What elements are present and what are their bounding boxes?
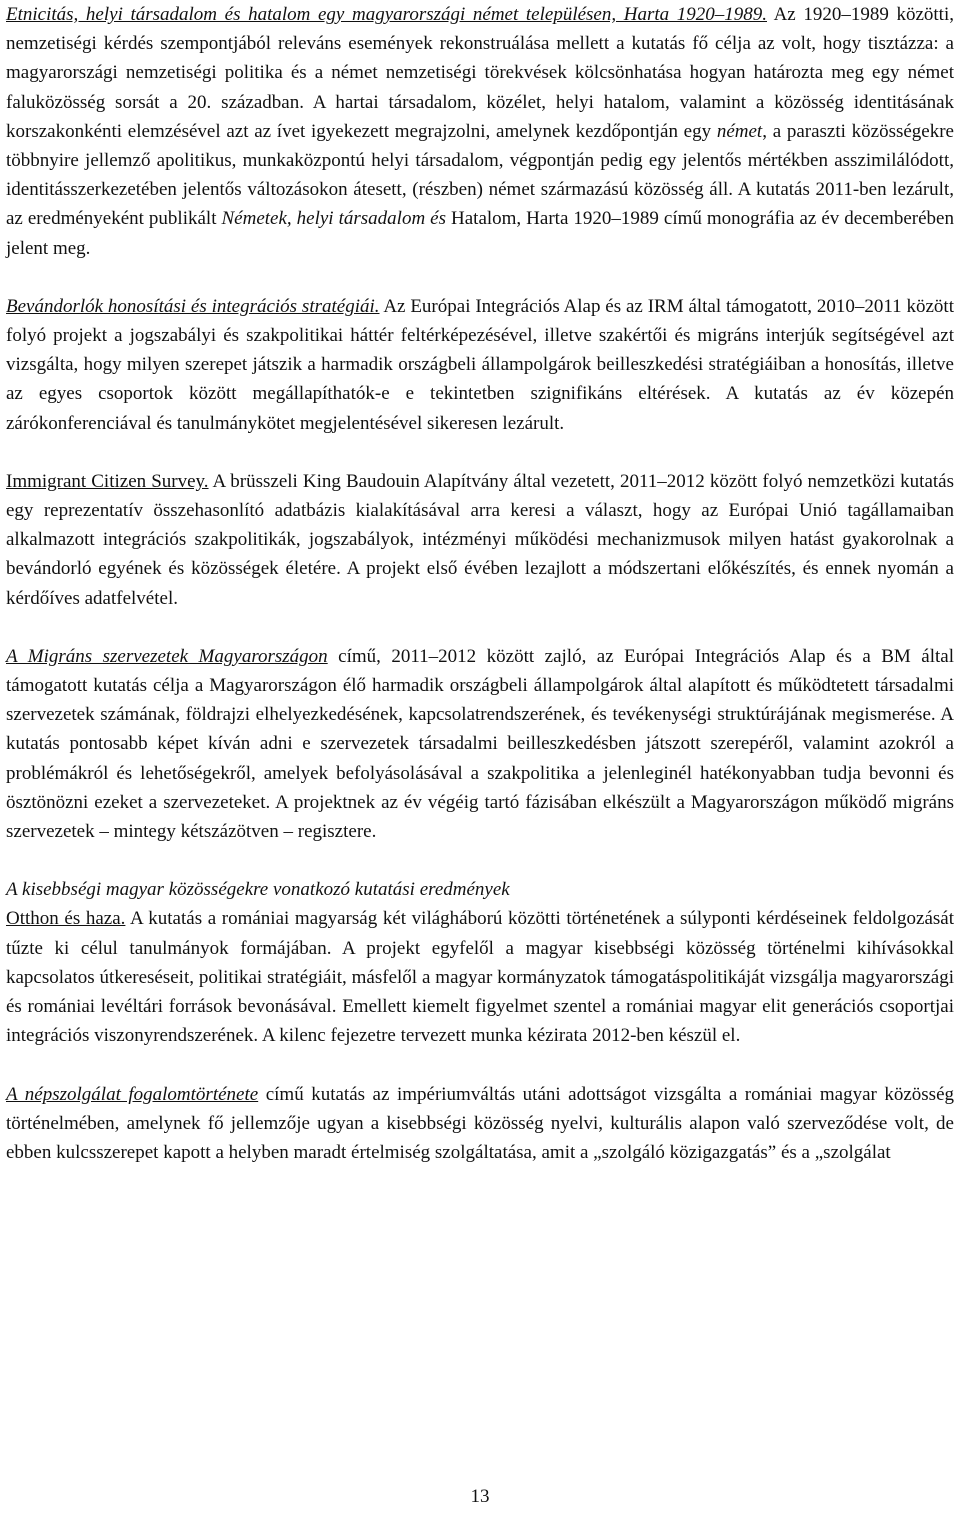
page-number: 13 [470,1486,490,1507]
paragraph-bevandorlok: Bevándorlók honosítási és integrációs stratégiái. Az Európai Integrációs Alap és az IRM által támogatott, 2010–2011 között folyó projekt a jogszabályi és szakpolitikai háttér feltérképezésével, illetve szakértői és migráns interjúk segítségével azt vizsgálta, hogy milyen szerepet játszik a harmadik országbeli állampolgárok beilleszkedési stratégiáiban a honosítás, illetve az egyes csoportok között megállapíthatók-e e tekintetben szignifikáns eltérések. A kutatás az év közepén zárókonferenciával és tanulmánykötet megjelentésével sikeresen lezárult. [6,295,954,434]
document-page [6,0,954,1167]
paragraph-title: A Migráns szervezetek Magyarországon [6,645,328,667]
paragraph-immigrant-survey: Immigrant Citizen Survey. A brüsszeli King Baudouin Alapítvány által vezetett, 2011–2012 között folyó nemzetközi kutatás egy reprezentatív összehasonlító adatbázis kialakításával arra keresi a választ, hogy az Európai Unió tagállamaiban alkalmazott integrációs szakpolitikák, jogszabályok, intézményi működési mechanizmusok milyen hatást gyakorolnak a bevándorló egyének és közösségek életére. A projekt első évében lezajlott a módszertani előkészítés, és ennek nyomán a kérdőíves adatfelvétel. [6,470,954,609]
paragraph-title: Otthon és haza. [6,908,126,930]
paragraph-migrans-szervezetek: A Migráns szervezetek Magyarországon című, 2011–2012 között zajló, az Európai Integrációs Alap és a BM által támogatott kutatás célja a Magyarországon élő harmadik országbeli állampolgárok által alapított és működtetett társadalmi szervezetek számának, földrajzi elhelyezkedésének, kapcsolatrendszerének, és tevékenységi struktúrájának megismerése. A kutatás pontosabb képet kíván adni e szervezetek társadalmi beilleszkedésben játszott szerepéről, valamint azokról a problémákról és lehetőségekről, amelyek befolyásolásával a szakpolitika a jelenleginél hatékonyabban tudja bevonni és ösztönözni ezeket a szervezeteket. A projektnek az év végéig tartó fázisában elkészült a Magyarországon működő migráns szervezetek – mintegy kétszázötven – regisztere. [6,645,954,843]
paragraph-otthon-es-haza: Otthon és haza. A kutatás a romániai magyarság két világháború közötti történetének a súlyponti kérdéseinek feldolgozását tűzte ki célul tanulmányok formájában. A projekt egyfelől a magyar kisebbségi közösség történelmi kihívásokkal kapcsolatos útkereséseit, politikai stratégiáit, másfelől a magyar kormányzatok támogatáspolitikáját vizsgálja magyarországi és romániai levéltári források bevonásával. Emellett kiemelt figyelmet szentel a romániai magyar elit generációs csoportjai integrációs viszonyrendszerének. A kilenc fejezetre tervezett munka kézirata 2012-ben készül el. [6,908,954,1047]
paragraph-title: Immigrant Citizen Survey. [6,470,209,492]
paragraph-title: A népszolgálat fogalomtörténete [6,1083,259,1105]
paragraph-harta: Etnicitás, helyi társadalom és hatalom egy magyarországi német településen, Harta 1920–1989. Az 1920–1989 közötti, nemzetiségi kérdés szempontjából releváns események rekonstruálása mellett a kutatás fő célja az volt, hogy tisztázza: a magyarországi nemzetiségi politika és a német nemzetiségi törekvések kölcsönhatása hogyan határozta meg egy német faluközösség sorsát a 20. században. A hartai társadalom, közélet, helyi hatalom, valamint a közösség identitásának korszakonkénti elemzésével azt az ívet igyekezett megrajzolni, amelynek kezdőpontján egy német, a paraszti közösségekre többnyire jellemző apolitikus, munkaközpontú helyi társadalom, végpontján pedig egy jelentős mértékben asszimilálódott, identitásszerkezetében jelentős változásokon átesett, (részben) német származású közösség áll. A kutatás 2011-ben lezárult, az eredményeként publikált Németek, helyi társadalom és Hatalom, Harta 1920–1989 című monográfia az év decemberében jelent meg. [6,4,954,259]
paragraph-title: Etnicitás, helyi társadalom és hatalom egy magyarországi német településen, Harta 1920–1989. [6,4,767,25]
paragraph-title: Bevándorlók honosítási és integrációs stratégiái. [6,295,380,317]
paragraph-nepszolgalat: A népszolgálat fogalomtörténete című kutatás az impériumváltás utáni adottságot vizsgálta a romániai magyar közösség történelmében, amelynek fő jellemzője ugyan a kisebbségi közösség nyelvi, kulturális alapon való szerveződése volt, de ebben kulcsszerepet kapott a helyben maradt értelmiség szolgáltatása, amit a „szolgáló közigazgatás” és a „szolgálat [6,1083,955,1163]
section-heading: A kisebbségi magyar közösségekre vonatkozó kutatási eredmények [6,879,510,901]
book-title: Németek, helyi társadalom és [221,208,446,230]
